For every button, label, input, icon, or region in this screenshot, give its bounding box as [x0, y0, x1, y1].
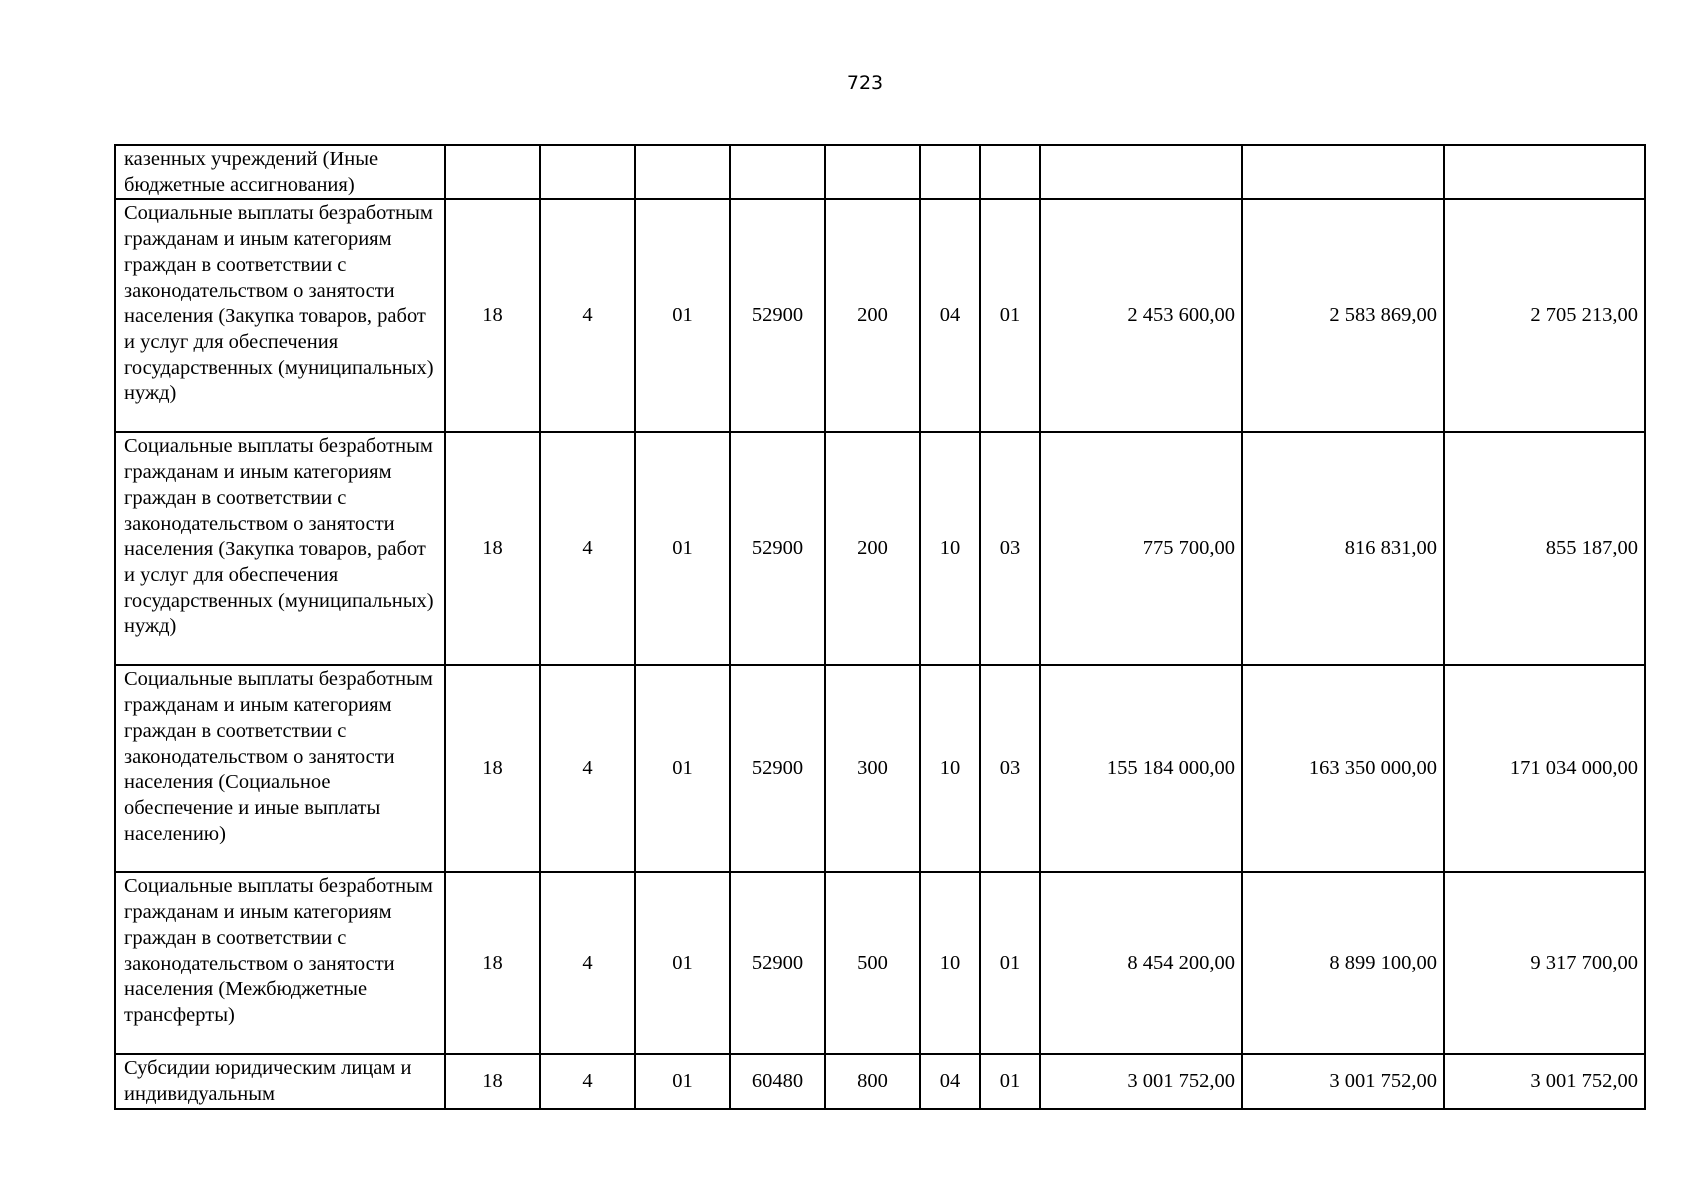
table-row [115, 872, 1645, 1054]
row-description: Субсидии юридическим лицам и индивидуальным [115, 1054, 445, 1108]
code-cell: 01 [635, 432, 730, 665]
code-cell: 18 [445, 665, 540, 872]
amount-cell: 171 034 000,00 [1444, 665, 1645, 872]
code-cell: 01 [635, 665, 730, 872]
row-description: Социальные выплаты безработным гражданам и иным категориям граждан в соответствии с законодательством о занятости населения (Закупка товаров, работ и услуг для обеспечения государственных (муниципальных) нужд) [115, 199, 445, 432]
code-cell: 18 [445, 872, 540, 1054]
row-description: Социальные выплаты безработным гражданам и иным категориям граждан в соответствии с законодательством о занятости населения (Закупка товаров, работ и услуг для обеспечения государственных (муниципальных) нужд) [115, 432, 445, 665]
table-row [115, 665, 1645, 872]
code-cell: 500 [825, 872, 920, 1054]
code-cell: 52900 [730, 665, 825, 872]
code-cell: 01 [635, 199, 730, 432]
code-cell: 01 [635, 1054, 730, 1108]
code-cell: 52900 [730, 432, 825, 665]
amount-cell: 3 001 752,00 [1040, 1054, 1242, 1108]
code-cell: 4 [540, 665, 635, 872]
code-cell: 60480 [730, 1054, 825, 1108]
code-cell: 03 [980, 665, 1040, 872]
amount-cell [1040, 145, 1242, 199]
amount-cell: 2 705 213,00 [1444, 199, 1645, 432]
code-cell: 10 [920, 872, 980, 1054]
budget-table [114, 144, 1646, 1110]
code-cell [730, 145, 825, 199]
amount-cell: 155 184 000,00 [1040, 665, 1242, 872]
code-cell: 4 [540, 1054, 635, 1108]
amount-cell: 163 350 000,00 [1242, 665, 1444, 872]
amount-cell [1444, 145, 1645, 199]
code-cell [635, 145, 730, 199]
code-cell: 18 [445, 199, 540, 432]
table-row [115, 1054, 1645, 1108]
code-cell: 01 [980, 1054, 1040, 1108]
code-cell: 04 [920, 1054, 980, 1108]
code-cell: 10 [920, 432, 980, 665]
amount-cell: 775 700,00 [1040, 432, 1242, 665]
amount-cell: 3 001 752,00 [1444, 1054, 1645, 1108]
code-cell: 200 [825, 199, 920, 432]
code-cell: 01 [980, 199, 1040, 432]
code-cell: 300 [825, 665, 920, 872]
page-number: 723 [846, 72, 884, 94]
amount-cell: 2 453 600,00 [1040, 199, 1242, 432]
amount-cell: 8 454 200,00 [1040, 872, 1242, 1054]
code-cell: 18 [445, 432, 540, 665]
code-cell: 200 [825, 432, 920, 665]
code-cell [445, 145, 540, 199]
amount-cell [1242, 145, 1444, 199]
code-cell: 04 [920, 199, 980, 432]
code-cell: 52900 [730, 199, 825, 432]
code-cell [920, 145, 980, 199]
amount-cell: 2 583 869,00 [1242, 199, 1444, 432]
amount-cell: 3 001 752,00 [1242, 1054, 1444, 1108]
code-cell: 18 [445, 1054, 540, 1108]
row-description: Социальные выплаты безработным гражданам и иным категориям граждан в соответствии с законодательством о занятости населения (Социальное обеспечение и иные выплаты населению) [115, 665, 445, 872]
code-cell: 01 [635, 872, 730, 1054]
table-row [115, 432, 1645, 665]
code-cell [825, 145, 920, 199]
amount-cell: 8 899 100,00 [1242, 872, 1444, 1054]
row-description: Социальные выплаты безработным гражданам и иным категориям граждан в соответствии с законодательством о занятости населения (Межбюджетные трансферты) [115, 872, 445, 1054]
code-cell: 4 [540, 199, 635, 432]
code-cell: 52900 [730, 872, 825, 1054]
amount-cell: 816 831,00 [1242, 432, 1444, 665]
code-cell: 800 [825, 1054, 920, 1108]
row-description: казенных учреждений (Иные бюджетные ассигнования) [115, 145, 445, 199]
table-row [115, 145, 1645, 199]
code-cell: 10 [920, 665, 980, 872]
code-cell [980, 145, 1040, 199]
table-row [115, 199, 1645, 432]
code-cell: 03 [980, 432, 1040, 665]
code-cell: 4 [540, 432, 635, 665]
code-cell: 01 [980, 872, 1040, 1054]
amount-cell: 9 317 700,00 [1444, 872, 1645, 1054]
amount-cell: 855 187,00 [1444, 432, 1645, 665]
code-cell: 4 [540, 872, 635, 1054]
code-cell [540, 145, 635, 199]
